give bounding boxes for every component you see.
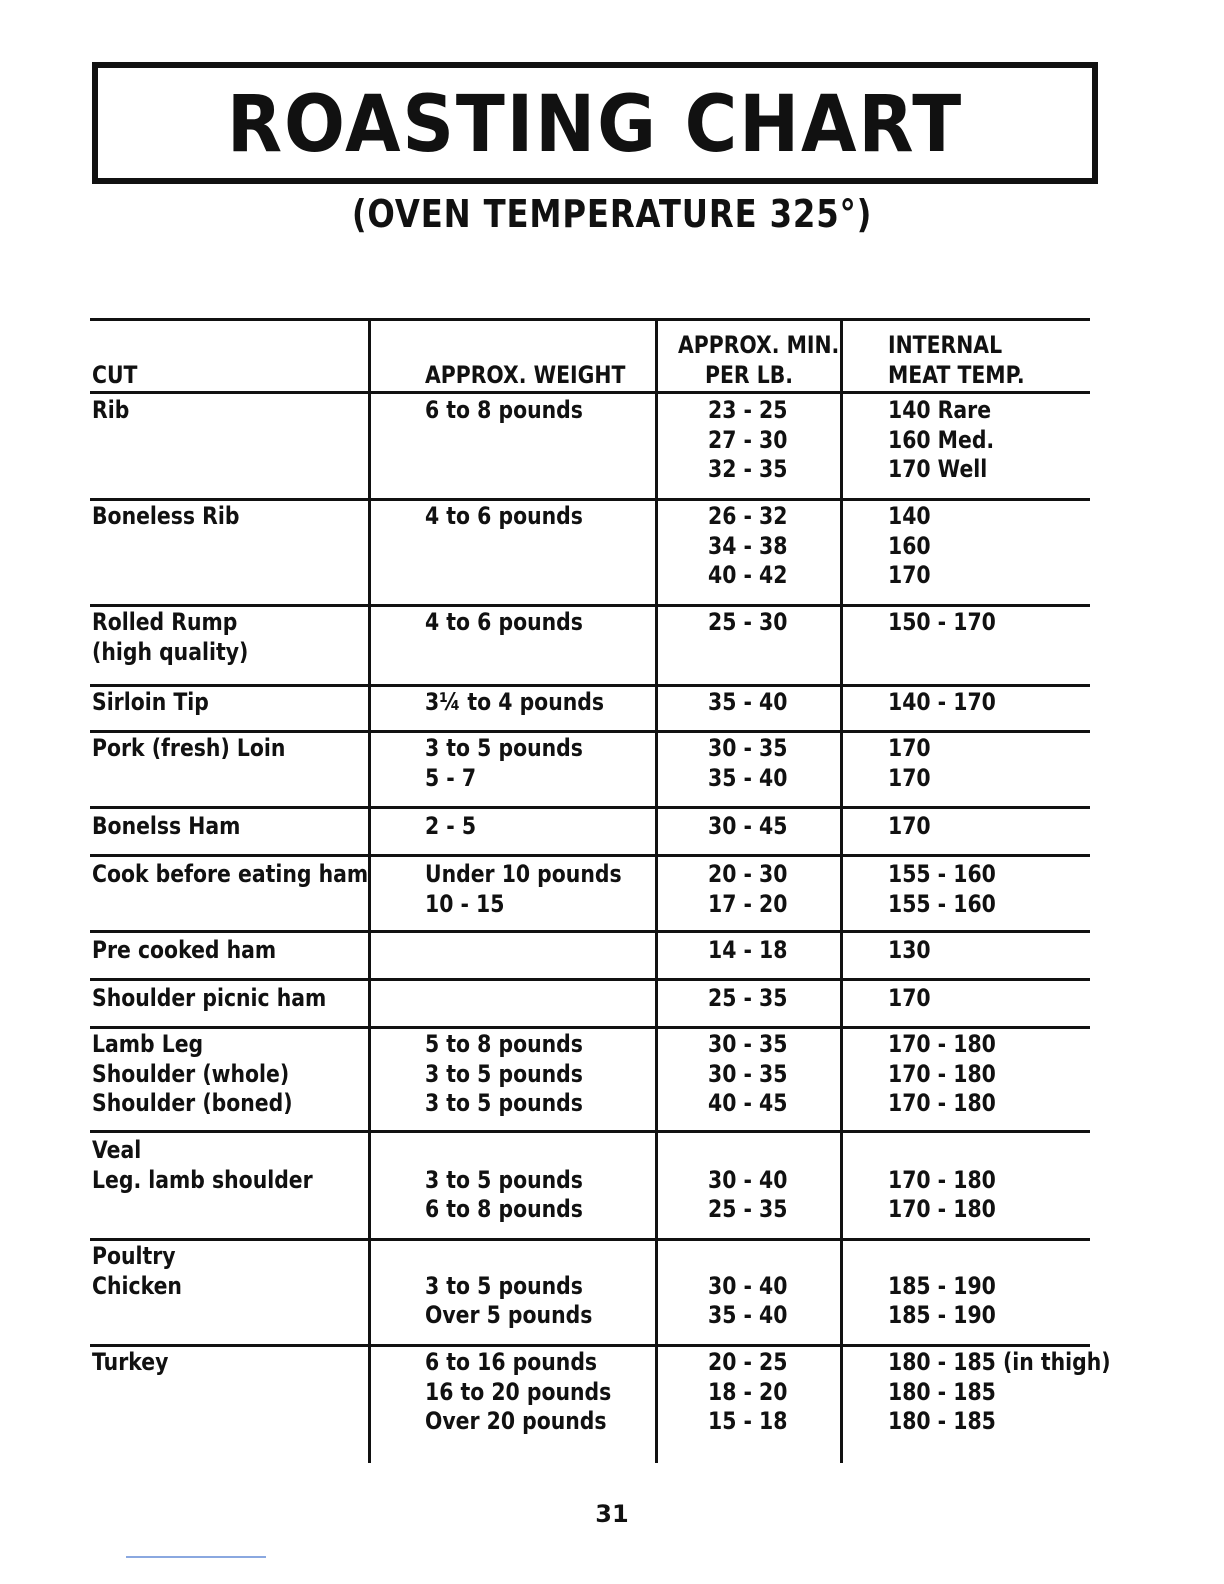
minutes-cell: 17 - 20 — [708, 889, 788, 918]
row-divider — [90, 684, 1090, 687]
temp-cell: 150 - 170 — [888, 608, 996, 636]
weight-cell: 3¼ to 4 pounds — [425, 688, 604, 716]
cut-cell: (high quality) — [92, 637, 249, 666]
cut-cell: Shoulder (boned) — [92, 1089, 293, 1117]
minutes-cell: 25 - 30 — [708, 608, 788, 636]
temp-cell: 170 — [888, 561, 931, 589]
minutes-cell: 14 - 18 — [708, 936, 788, 964]
minutes-cell: 30 - 40 — [708, 1165, 788, 1194]
temp-cell: 185 - 190 — [888, 1301, 996, 1329]
cut-cell: Bonelss Ham — [92, 812, 241, 840]
minutes-cell: 40 - 45 — [708, 1089, 788, 1117]
page-number: 31 — [595, 1500, 629, 1528]
row-divider — [90, 1238, 1090, 1241]
row-divider — [90, 806, 1090, 809]
cut-cell: Turkey — [92, 1348, 169, 1376]
temp-cell: 130 — [888, 936, 931, 964]
temp-cell: 170 — [888, 763, 931, 792]
weight-cell: 6 to 8 pounds — [425, 1195, 583, 1223]
temp-cell: 160 — [888, 531, 931, 560]
cut-cell: Poultry — [92, 1242, 176, 1270]
minutes-cell: 30 - 45 — [708, 812, 788, 840]
weight-cell: 10 - 15 — [425, 889, 505, 918]
row-divider — [90, 318, 1090, 321]
minutes-cell: 40 - 42 — [708, 561, 788, 589]
minutes-cell: 35 - 40 — [708, 688, 788, 716]
temp-cell: 140 Rare — [888, 396, 992, 424]
minutes-cell: 20 - 25 — [708, 1348, 788, 1376]
cut-cell: Shoulder picnic ham — [92, 984, 327, 1012]
temp-cell: 180 - 185 — [888, 1407, 996, 1435]
minutes-cell: 35 - 40 — [708, 1301, 788, 1329]
minutes-cell: 35 - 40 — [708, 763, 788, 792]
minutes-cell: 26 - 32 — [708, 502, 788, 530]
weight-cell: 4 to 6 pounds — [425, 608, 583, 636]
header-cut: CUT — [92, 361, 138, 389]
temp-cell: 170 Well — [888, 455, 988, 483]
weight-cell: 3 to 5 pounds — [425, 1059, 583, 1088]
page-title: ROASTING CHART — [226, 80, 964, 170]
cut-cell: Pre cooked ham — [92, 936, 277, 964]
footer-line — [126, 1556, 266, 1558]
row-divider — [90, 498, 1090, 501]
weight-cell: 3 to 5 pounds — [425, 1165, 583, 1194]
weight-cell: 6 to 8 pounds — [425, 396, 583, 424]
temp-cell: 170 - 180 — [888, 1030, 996, 1058]
title-box — [92, 62, 1098, 184]
header-minutes-line1: APPROX. MIN. — [678, 331, 840, 359]
weight-cell: 3 to 5 pounds — [425, 1089, 583, 1117]
weight-cell: 16 to 20 pounds — [425, 1377, 612, 1406]
cut-cell: Rolled Rump — [92, 608, 238, 636]
row-divider — [90, 391, 1090, 394]
weight-cell: 5 - 7 — [425, 763, 477, 792]
cut-cell: Chicken — [92, 1271, 182, 1300]
header-temp-line2: MEAT TEMP. — [888, 361, 1025, 389]
temp-cell: 170 - 180 — [888, 1059, 996, 1088]
row-divider — [90, 604, 1090, 607]
minutes-cell: 18 - 20 — [708, 1377, 788, 1406]
minutes-cell: 30 - 35 — [708, 1030, 788, 1058]
minutes-cell: 32 - 35 — [708, 455, 788, 483]
cut-cell: Boneless Rib — [92, 502, 240, 530]
cut-cell: Shoulder (whole) — [92, 1059, 290, 1088]
row-divider — [90, 978, 1090, 981]
weight-cell: 6 to 16 pounds — [425, 1348, 598, 1376]
header-weight: APPROX. WEIGHT — [425, 361, 626, 389]
temp-cell: 170 — [888, 734, 931, 762]
row-divider — [90, 730, 1090, 733]
cut-cell: Rib — [92, 396, 130, 424]
temp-cell: 170 - 180 — [888, 1195, 996, 1223]
minutes-cell: 30 - 35 — [708, 1059, 788, 1088]
minutes-cell: 34 - 38 — [708, 531, 788, 560]
cut-cell: Pork (fresh) Loin — [92, 734, 286, 762]
temp-cell: 140 - 170 — [888, 688, 996, 716]
cut-cell: Cook before eating ham — [92, 860, 369, 888]
page-subtitle: (OVEN TEMPERATURE 325°) — [351, 192, 873, 236]
temp-cell: 180 - 185 — [888, 1377, 996, 1406]
row-divider — [90, 1130, 1090, 1133]
temp-cell: 180 - 185 (in thigh) — [888, 1348, 1111, 1376]
minutes-cell: 25 - 35 — [708, 1195, 788, 1223]
weight-cell: Under 10 pounds — [425, 860, 622, 888]
cut-cell: Leg. lamb shoulder — [92, 1165, 313, 1194]
minutes-cell: 25 - 35 — [708, 984, 788, 1012]
column-divider — [840, 318, 843, 1463]
temp-cell: 170 — [888, 812, 931, 840]
temp-cell: 140 — [888, 502, 931, 530]
minutes-cell: 15 - 18 — [708, 1407, 788, 1435]
row-divider — [90, 930, 1090, 933]
cut-cell: Sirloin Tip — [92, 688, 209, 716]
cut-cell: Lamb Leg — [92, 1030, 204, 1058]
row-divider — [90, 1026, 1090, 1029]
roasting-table — [90, 318, 1111, 1463]
temp-cell: 170 - 180 — [888, 1165, 996, 1194]
weight-cell: 5 to 8 pounds — [425, 1030, 583, 1058]
minutes-cell: 27 - 30 — [708, 425, 788, 454]
row-divider — [90, 1344, 1090, 1347]
temp-cell: 155 - 160 — [888, 889, 996, 918]
minutes-cell: 30 - 40 — [708, 1271, 788, 1300]
minutes-cell: 20 - 30 — [708, 860, 788, 888]
weight-cell: Over 5 pounds — [425, 1301, 593, 1329]
minutes-cell: 30 - 35 — [708, 734, 788, 762]
temp-cell: 170 — [888, 984, 931, 1012]
column-divider — [368, 318, 371, 1463]
cut-cell: Veal — [92, 1136, 142, 1164]
temp-cell: 155 - 160 — [888, 860, 996, 888]
weight-cell: Over 20 pounds — [425, 1407, 607, 1435]
weight-cell: 3 to 5 pounds — [425, 1271, 583, 1300]
weight-cell: 3 to 5 pounds — [425, 734, 583, 762]
temp-cell: 170 - 180 — [888, 1089, 996, 1117]
row-divider — [90, 854, 1090, 857]
temp-cell: 185 - 190 — [888, 1271, 996, 1300]
weight-cell: 4 to 6 pounds — [425, 502, 583, 530]
header-temp-line1: INTERNAL — [888, 331, 1003, 359]
minutes-cell: 23 - 25 — [708, 396, 788, 424]
column-divider — [655, 318, 658, 1463]
weight-cell: 2 - 5 — [425, 812, 477, 840]
temp-cell: 160 Med. — [888, 425, 995, 454]
header-minutes-line2: PER LB. — [705, 361, 794, 389]
